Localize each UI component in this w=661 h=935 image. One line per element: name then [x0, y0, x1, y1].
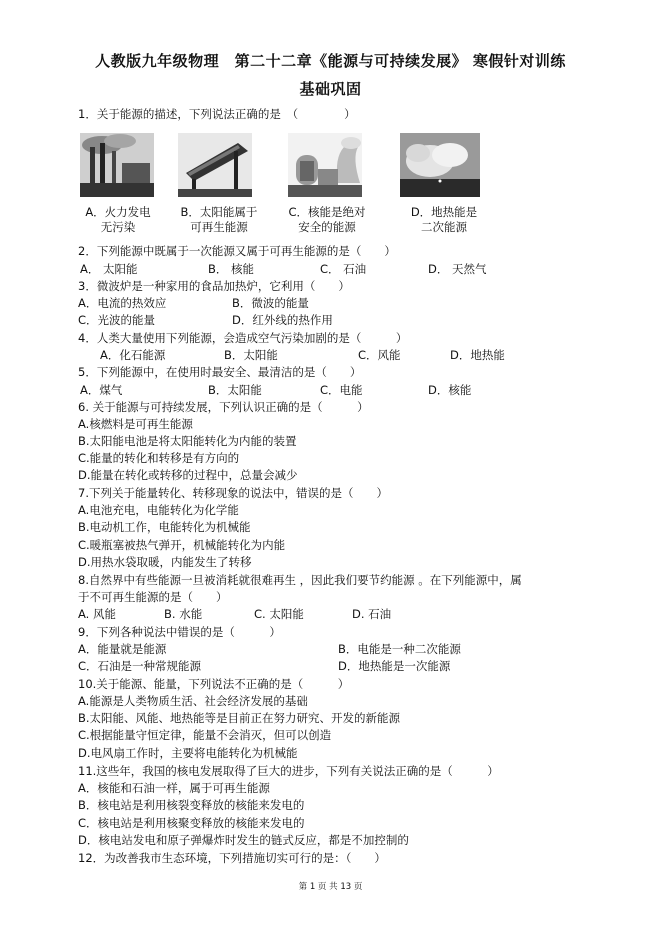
q10-option-c: C.根据能量守恒定律，能量不会消灭，但可以创造 — [78, 728, 332, 742]
question-12: 12．为改善我市生态环境，下列措施切实可行的是：（ ） — [78, 851, 386, 865]
question-10: 10.关于能源、能量，下列说法不正确的是（ ） — [78, 677, 350, 691]
q1-option-d — [404, 205, 484, 235]
q9-option-b: B．电能是一种二次能源 — [338, 642, 461, 656]
question-8: 8.自然界中有些能源一旦被消耗就很难再生 ，因此我们要节约能源 。在下列能源中，属 — [78, 573, 522, 587]
q3-option-c: C．光波的能量 — [78, 313, 156, 327]
q3-option-b: B．微波的能量 — [232, 296, 309, 310]
q7-option-a: A.电池充电，电能转化为化学能 — [78, 503, 239, 517]
q1-option-c — [282, 205, 372, 235]
q6-option-c: C.能量的转化和转移是有方向的 — [78, 451, 240, 465]
document-title: 人教版九年级物理 第二十二章《能源与可持续发展》 寒假针对训练 — [95, 52, 566, 70]
q11-option-c: C．核电站是利用核聚变释放的核能来发电的 — [78, 816, 305, 830]
q8-option-a: A. 风能 — [78, 607, 116, 621]
caption-line: 可再生能源 — [190, 220, 248, 234]
section-title: 基础巩固 — [299, 80, 362, 98]
q4-option-c: C．风能 — [358, 348, 401, 362]
q5-option-b: B．太阳能 — [208, 383, 262, 397]
q2-option-d: D． 天然气 — [428, 262, 487, 276]
q5-option-d: D．核能 — [428, 383, 472, 397]
q2-option-a: A． 太阳能 — [80, 262, 138, 276]
q7-option-c: C.暖瓶塞被热气弹开，机械能转化为内能 — [78, 538, 286, 552]
question-11: 11.这些年，我国的核电发展取得了巨大的进步，下列有关说法正确的是（ ） — [78, 764, 499, 778]
q11-option-a: A．核能和石油一样，属于可再生能源 — [78, 781, 270, 795]
question-5: 5．下列能源中，在使用时最安全、最清洁的是（ ） — [78, 365, 362, 379]
q7-option-d: D.用热水袋取暖，内能发生了转移 — [78, 555, 252, 569]
question-3: 3．微波炉是一种家用的食品加热炉，它利用（ ） — [78, 279, 350, 293]
q7-option-b: B.电动机工作，电能转化为机械能 — [78, 520, 251, 534]
q4-option-d: D．地热能 — [450, 348, 505, 362]
question-7: 7.下列关于能量转化、转移现象的说法中，错误的是（ ） — [78, 486, 388, 500]
q5-option-c: C．电能 — [320, 383, 363, 397]
question-9: 9．下列各种说法中错误的是（ ） — [78, 625, 281, 639]
caption-line: 二次能源 — [421, 220, 467, 234]
caption-line: D．地热能是 — [410, 205, 478, 219]
q9-option-c: C．石油是一种常规能源 — [78, 659, 202, 673]
question-2: 2．下列能源中既属于一次能源又属于可再生能源的是（ ） — [78, 244, 396, 258]
q4-option-b: B．太阳能 — [224, 348, 278, 362]
question-6: 6. 关于能源与可持续发展，下列认识正确的是（ ） — [78, 400, 369, 414]
caption-line: 无污染 — [100, 220, 136, 234]
caption-line: A．火力发电 — [85, 205, 151, 219]
page-footer: 第 1 页 共 13 页 — [298, 882, 363, 892]
q3-option-d: D．红外线的热作用 — [232, 313, 333, 327]
q6-option-a: A.核燃料是可再生能源 — [78, 417, 193, 431]
q8-option-c: C. 太阳能 — [254, 607, 304, 621]
geothermal-image — [400, 133, 480, 197]
q1-option-b — [174, 205, 264, 235]
nuclear-plant-image — [288, 133, 362, 197]
q1-option-a — [82, 205, 154, 235]
q8-option-d: D. 石油 — [352, 607, 392, 621]
q4-option-a: A．化石能源 — [100, 348, 166, 362]
power-plant-image — [80, 133, 154, 197]
q6-option-d: D.能量在转化或转移的过程中，总量会减少 — [78, 468, 298, 482]
caption-line: 安全的能源 — [298, 220, 356, 234]
q2-option-c: C． 石油 — [320, 262, 367, 276]
q8-option-b: B. 水能 — [164, 607, 203, 621]
q10-option-a: A.能源是人类物质生活、社会经济发展的基础 — [78, 694, 308, 708]
question-1: 1．关于能源的描述，下列说法正确的是 （ ） — [78, 107, 356, 121]
question-8-cont: 于不可再生能源的是（ ） — [78, 590, 228, 604]
solar-panel-image — [178, 133, 252, 197]
q11-option-d: D．核电站发电和原子弹爆炸时发生的链式反应，都是不加控制的 — [78, 833, 409, 847]
caption-line: B．太阳能属于 — [180, 205, 258, 219]
q5-option-a: A．煤气 — [80, 383, 123, 397]
q11-option-b: B．核电站是利用核裂变释放的核能来发电的 — [78, 798, 305, 812]
caption-line: C．核能是绝对 — [288, 205, 366, 219]
question-4: 4．人类大量使用下列能源，会造成空气污染加剧的是（ ） — [78, 331, 408, 345]
q10-option-b: B.太阳能、风能、地热能等是目前正在努力研究、开发的新能源 — [78, 711, 401, 725]
q3-option-a: A．电流的热效应 — [78, 296, 167, 310]
q6-option-b: B.太阳能电池是将太阳能转化为内能的装置 — [78, 434, 297, 448]
q9-option-a: A．能量就是能源 — [78, 642, 167, 656]
q2-option-b: B． 核能 — [208, 262, 255, 276]
q9-option-d: D．地热能是一次能源 — [338, 659, 451, 673]
q10-option-d: D.电风扇工作时，主要将电能转化为机械能 — [78, 746, 298, 760]
